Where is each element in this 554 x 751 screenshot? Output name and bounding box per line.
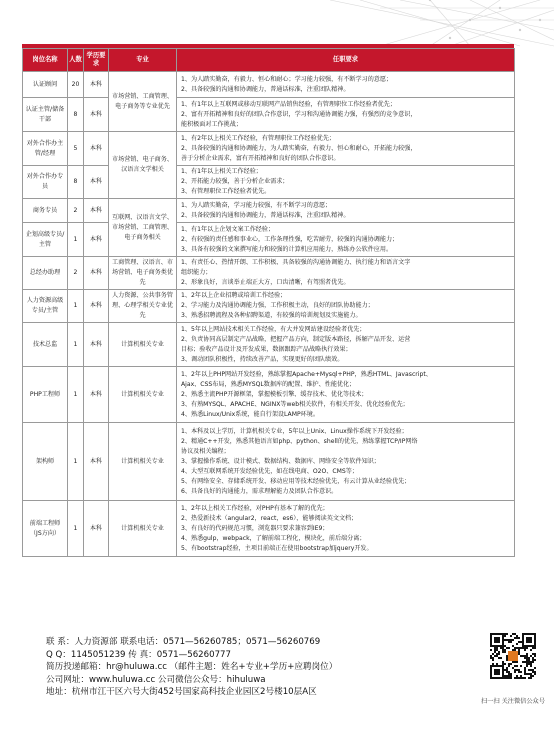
- requirement-line: 1、有1年以上互联网或移动互联网产品销售经验，有管理职位工作经验者优先；: [181, 100, 396, 108]
- header-position: 岗位名称: [23, 49, 68, 72]
- requirement-line: 组织能力；: [181, 269, 212, 276]
- requirement-line: 1、为人踏实勤奋，有毅力、恒心和耐心；学习能力较强，有不断学习的意愿；: [181, 75, 393, 83]
- cell-degree: 本科: [84, 367, 109, 423]
- requirement-line: 3、熟悉招聘流程及各种招聘渠道，有较强的培训规划及实施能力。: [181, 312, 362, 319]
- cell-position: 架构师: [23, 423, 68, 501]
- table-row: [23, 257, 515, 290]
- cell-requirements: [177, 72, 515, 98]
- cell-major: 计算机相关专业: [109, 501, 177, 557]
- requirement-line: 6、具备良好的沟通能力，需求理解能力及团队合作意识。: [181, 487, 338, 495]
- qr-code-icon: [490, 633, 536, 679]
- requirement-line: 1、有1年以上企划文案工作经验；: [181, 225, 275, 233]
- cell-requirements: [177, 501, 515, 557]
- contact-line: 联 系：人力资源部 联系电话：0571—56260785；0571—56260769: [46, 637, 321, 647]
- cell-major: 互联网、汉语言文学、市场营销、工商管理、电子商务相关: [109, 199, 177, 257]
- cell-position: 总经办助理: [23, 257, 68, 290]
- requirement-line: 1、为人踏实勤奋，学习能力较强，有不断学习的意愿；: [181, 201, 332, 209]
- table-row: [23, 72, 515, 98]
- table-row: [23, 290, 515, 323]
- cell-degree: 本科: [84, 199, 109, 223]
- table-row: [23, 501, 515, 557]
- cell-count: 2: [68, 199, 84, 223]
- cell-requirements: [177, 290, 515, 323]
- header-degree: 学历要求: [84, 49, 109, 72]
- cell-position: 前端工程师（JS方向）: [23, 501, 68, 557]
- requirement-line: 3、有良好的代码规范习惯，浏览器只要求兼容到IE9；: [181, 524, 329, 532]
- cell-position: 对外合作办专员: [23, 166, 68, 199]
- table-row: [23, 367, 515, 423]
- requirement-line: 5、有bootstrap经验，主项目前端正在使用bootstrap加jquery开发。: [181, 544, 373, 552]
- header-major: 专业: [109, 49, 177, 72]
- cell-degree: 本科: [84, 257, 109, 290]
- requirement-line: 5、有网络安全、存储系统开发、移动应用等技术经验优先，有云计算从业经验优先；: [181, 477, 411, 485]
- table-row: [23, 423, 515, 501]
- cell-degree: 本科: [84, 72, 109, 98]
- requirement-line: 3、有熟MYSQL、APACHE、NGINX等web相关软件，有相关开发、优化经验优先；: [181, 400, 409, 408]
- cell-degree: 本科: [84, 501, 109, 557]
- cell-requirements: [177, 132, 515, 166]
- cell-position: 企划高级专员/主管: [23, 223, 68, 257]
- requirement-line: 3、掌握操作系统、设计模式、数据结构、数据库、网络安全等软件知识；: [181, 457, 380, 465]
- requirement-line: 2、开拓能力较强，善于分析企业需求；: [181, 178, 289, 185]
- requirement-line: 2、熟悉主流PHP开源框架，掌握模板引擎、缓存技术、优化等技术；: [181, 390, 368, 398]
- qr-caption: 扫一扫 关注微信公众号: [481, 698, 545, 705]
- table-row: [23, 199, 515, 223]
- cell-requirements: [177, 98, 515, 132]
- requirement-line: 1、有1年以上相关工作经验；: [181, 168, 262, 175]
- cell-major: 计算机相关专业: [109, 423, 177, 501]
- cell-count: 1: [68, 367, 84, 423]
- cell-count: 8: [68, 166, 84, 199]
- cell-major: 计算机相关专业: [109, 323, 177, 367]
- resume-email-line: 简历投递邮箱：hr@huluwa.cc （邮件主题：姓名+专业+学历+应聘岗位）: [46, 662, 338, 673]
- cell-count: 8: [68, 98, 84, 132]
- requirement-line: 1、2年以上相关工作经验，对PHP有基本了解的优先；: [181, 504, 329, 512]
- requirement-line: 协议及相关编程；: [181, 447, 230, 455]
- requirement-line: 1、有2年以上相关工作经验，有管理职位工作经验优先；: [181, 134, 336, 142]
- cell-degree: 本科: [84, 423, 109, 501]
- requirement-line: 3、调动团队积极性，持续改善产品，实现更好的团队绩效。: [181, 355, 344, 363]
- requirement-line: 1、5年以上网站技术相关工作经验，有大并发网站建设经验者优先；: [181, 325, 366, 333]
- requirement-line: 2、学习能力及沟通协调能力强，工作积极主动，良好的团队协助能力；: [181, 302, 374, 309]
- header-count: 人数: [68, 49, 84, 72]
- qq-fax-line: Q Q：1145051239 传 真：0571—56260777: [46, 649, 231, 660]
- cell-requirements: [177, 257, 515, 290]
- address-line: 地址：杭州市江干区六号大街452号国家高科技企业园区2号楼10层A区: [46, 687, 317, 698]
- cell-count: 1: [68, 223, 84, 257]
- requirement-line: 2、具备较强的沟通和协调能力，普通话标准，注重团队精神。: [181, 85, 350, 93]
- cell-degree: 本科: [84, 290, 109, 323]
- table-header-row: [23, 49, 515, 72]
- cell-major: 工商管理、汉语言、市场营销、电子商务类优先: [109, 257, 177, 290]
- website-line: 公司网址：www.huluwa.cc 公司微信公众号：hihuluwa: [46, 674, 266, 685]
- cell-count: 1: [68, 423, 84, 501]
- cell-count: 1: [68, 323, 84, 367]
- cell-major: 市场营销、工商管理、电子商务等专业优先: [109, 72, 177, 132]
- cell-requirements: [177, 423, 515, 501]
- cell-count: 20: [68, 72, 84, 98]
- cell-requirements: [177, 323, 515, 367]
- requirement-line: 2、具备较强的沟通和协调能力，普通话标准，注重团队精神。: [181, 211, 350, 219]
- requirement-line: 目标；验收产品设计及开发成果，数据跟踪产品战略执行效果；: [181, 345, 352, 353]
- cell-position: 商务专员: [23, 199, 68, 223]
- requirement-line: 4、熟悉gulp，webpack，了解前端工程化，模块化，前后端分离；: [181, 534, 366, 542]
- requirement-line: 善于分析企业需求，富有开拓精神和良好的团队合作意识。: [181, 154, 340, 162]
- cell-degree: 本科: [84, 98, 109, 132]
- cell-count: 1: [68, 290, 84, 323]
- table-row: [23, 132, 515, 166]
- table-row: [23, 323, 515, 367]
- cell-major: 市场营销、电子商务、汉语言文学相关: [109, 132, 177, 199]
- header-requirements: 任职要求: [177, 49, 515, 72]
- contact-footer: [46, 636, 466, 699]
- table-row: [23, 166, 515, 199]
- requirement-line: 4、熟悉Linux/Unix系统，能自行架设LAMP环境。: [181, 410, 319, 418]
- requirement-line: 2、负责协同高层制定产品战略，把握产品方向，制定版本路径，拆解产品开发、运营: [181, 335, 411, 343]
- cell-degree: 本科: [84, 132, 109, 166]
- cell-major: 计算机相关专业: [109, 367, 177, 423]
- requirement-line: 2、形象良好，言谈举止端正大方，口齿清晰，有驾照者优先。: [181, 279, 350, 286]
- requirement-line: 3、具备有较强的文案撰写能力和较强的计算机应用能力，熟练办公软件应用。: [181, 245, 393, 253]
- header-decoration: [0, 0, 554, 48]
- cell-requirements: [177, 166, 515, 199]
- cell-degree: 本科: [84, 166, 109, 199]
- requirement-line: 2、富有开拓精神和良好的团队合作意识，学习和沟通协调能力强，有强烈的竞争意识，: [181, 110, 417, 118]
- requirement-line: 3、有管理职位工作经验者优先。: [181, 188, 271, 195]
- job-table: [22, 48, 515, 557]
- requirement-line: 2、具备较强的沟通和协调能力，为人踏实勤奋，有毅力、恒心和耐心，开拓能力较强，: [181, 144, 417, 152]
- cell-position: 对外合作办主管/经理: [23, 132, 68, 166]
- cell-position: 认证主管/储备干部: [23, 98, 68, 132]
- cell-requirements: [177, 367, 515, 423]
- requirement-line: 2、精通C++开发，熟悉其他语言如php、python、shell的优先，熟练掌握TCP/IP网络: [181, 437, 418, 445]
- requirement-line: Ajax、CSS布局，熟悉MYSQL数据库的配置、维护、性能优化；: [181, 380, 356, 388]
- cell-position: PHP工程师: [23, 367, 68, 423]
- cell-major: 人力资源、公共事务管理、心理学相关专业优先: [109, 290, 177, 323]
- requirement-line: 1、本科及以上学历，计算机相关专业，5年以上Unix、Linux操作系统下开发经验；: [181, 427, 408, 435]
- requirement-line: 2、热爱新技术（angular2，react，es6），能够阅读英文文档；: [181, 514, 358, 522]
- cell-position: 技术总监: [23, 323, 68, 367]
- requirement-line: 2、有较强的责任感和事业心，工作条理性强，吃苦耐劳，较强的沟通协调能力；: [181, 235, 399, 243]
- cell-count: 1: [68, 501, 84, 557]
- table-row: [23, 223, 515, 257]
- cell-position: 人力资源高级专员/主管: [23, 290, 68, 323]
- requirement-line: 1、有责任心、热情开朗、工作积极、具备较强的沟通协调能力、执行能力和语言文字: [181, 259, 411, 266]
- cell-requirements: [177, 223, 515, 257]
- table-row: [23, 98, 515, 132]
- cell-requirements: [177, 199, 515, 223]
- requirement-line: 4、大型互联网系统开发经验优先，如在线电商、O2O、CMS等；: [181, 467, 358, 475]
- requirement-line: 能积极面对工作挑战；: [181, 120, 242, 128]
- requirement-line: 1、2年以上PHP网站开发经验，熟练掌握Apache+Mysql+PHP，熟悉HTML、Javascript、: [181, 370, 432, 378]
- requirement-line: 1、2年以上企业招聘或培训工作经验；: [181, 292, 287, 299]
- cell-position: 认证顾问: [23, 72, 68, 98]
- cell-degree: 本科: [84, 323, 109, 367]
- cell-degree: 本科: [84, 223, 109, 257]
- cell-count: 2: [68, 257, 84, 290]
- cell-count: 5: [68, 132, 84, 166]
